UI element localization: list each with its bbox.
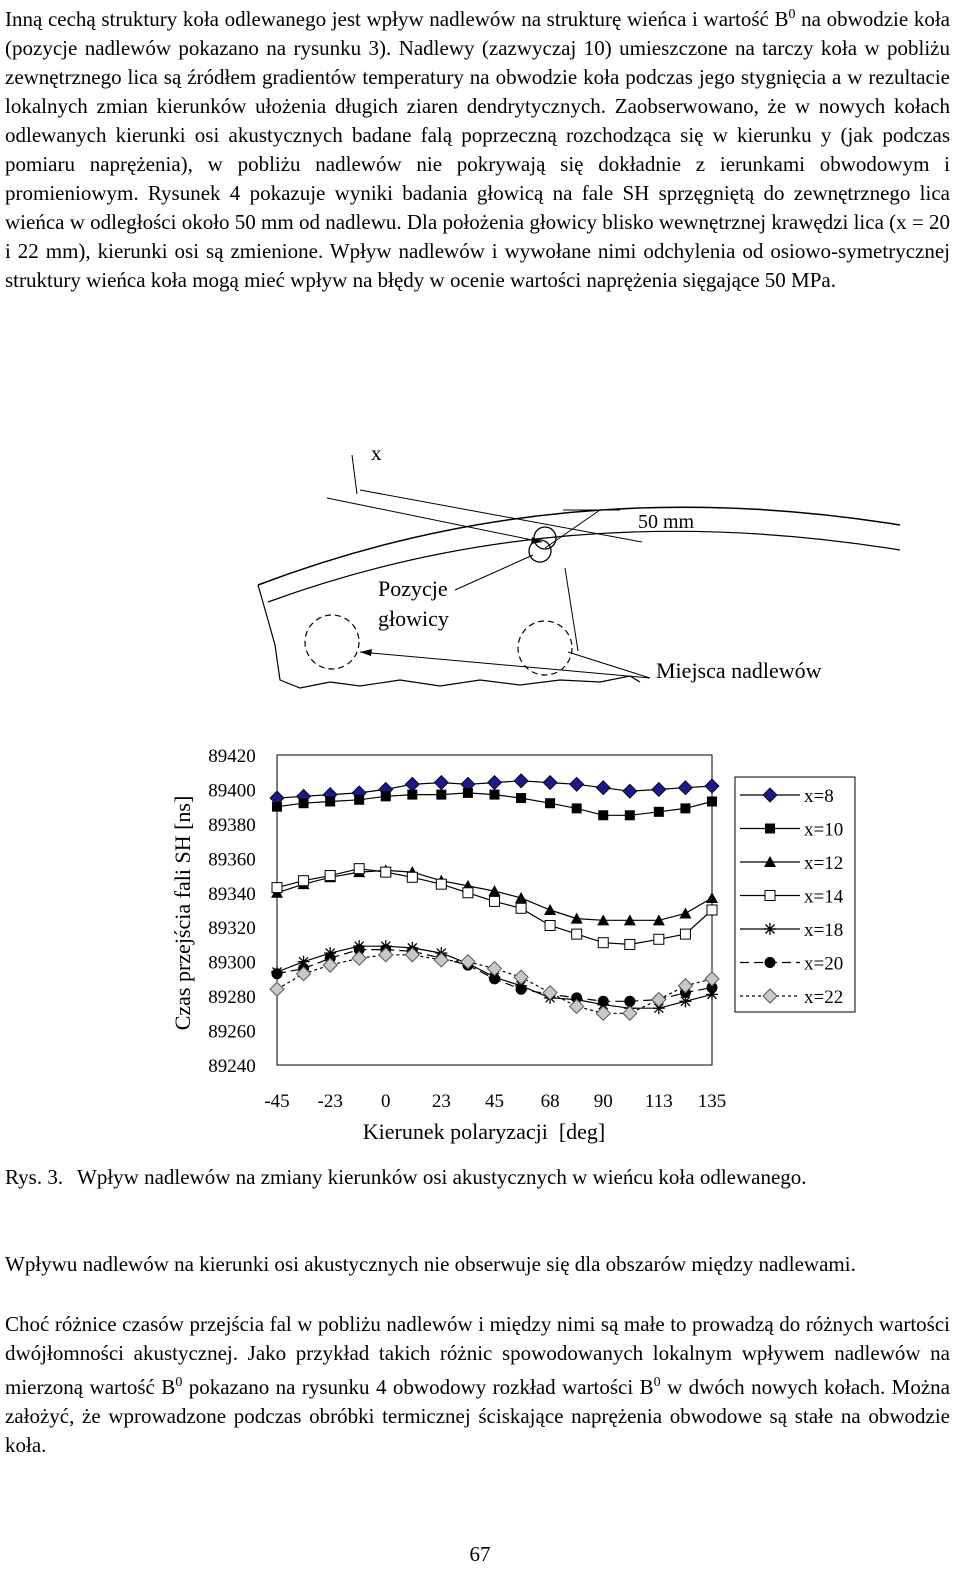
data-point (490, 790, 500, 800)
data-point (516, 793, 526, 803)
data-point (598, 938, 608, 948)
data-point (272, 968, 283, 979)
paragraph-1-text-a: Inną cechą struktury koła odlewanego jest wpływ nadlewów na strukturę wieńca i wartość B (5, 7, 789, 31)
data-point (625, 810, 635, 820)
dimension-line-50mm-2 (545, 510, 600, 548)
legend-marker (765, 891, 775, 901)
plot-area-frame (277, 755, 712, 1065)
data-point (436, 879, 446, 889)
legend-label: x=12 (804, 853, 844, 874)
data-point (654, 934, 664, 944)
data-point (299, 798, 309, 808)
page-number: 67 (469, 1542, 491, 1566)
y-tick-label: 89300 (208, 952, 256, 974)
data-point (705, 779, 719, 793)
label-50mm: 50 mm (638, 511, 695, 533)
data-point (514, 774, 528, 788)
data-point (488, 962, 502, 976)
x-tick-label: -23 (317, 1091, 343, 1112)
riser-circle-left (305, 615, 359, 669)
data-point (516, 903, 526, 913)
data-point (352, 951, 366, 965)
data-point (514, 970, 528, 984)
riser-leader-arrow (360, 649, 372, 656)
paragraph-3 (5, 1310, 950, 1460)
legend-label: x=14 (804, 886, 844, 908)
data-point (515, 892, 527, 903)
paragraph-2: Wpływu nadlewów na kierunki osi akustycznych nie obserwuje się dla obszarów między nadlewami. (5, 1252, 856, 1276)
figure-caption (5, 1163, 950, 1192)
series-x-14 (272, 864, 717, 950)
data-point (680, 929, 690, 939)
data-point (706, 892, 718, 903)
data-point (490, 896, 500, 906)
dimension-line-50mm-4 (565, 568, 578, 651)
wheel-break-line (258, 585, 640, 688)
data-point (407, 872, 417, 882)
data-point (407, 790, 417, 800)
dimension-line-x (352, 455, 357, 494)
data-point (707, 797, 717, 807)
y-tick-label: 89260 (208, 1021, 256, 1043)
data-point (572, 803, 582, 813)
paragraph-1-text-b: na obwodzie koła (pozycje nadlewów pokazano na rysunku 3). Nadlewy (zazwyczaj 10) umieszczone na tarczy koła w pobliżu zewnętrznego lica są źródłem gradientów temperatury na obwodzie koła podczas jego stygnięcia a w rezultacie lokalnych zmian kierunków ułożenia długich ziaren dendrytycznych. Zaobserwowano, że w nowych kołach odlewanych kierunki osi akustycznych badane falą poprzeczną rozchodząca się w kierunku y (jak podczas pomiaru naprężenia), w pobliżu nadlewów nie pokrywają się dokładnie z ierunkami obwodowym i promieniowym. Rysunek 4 pokazuje wyniki badania głowicą na fale SH sprzęgniętą do zewnętrznego lica wieńca w odległości około 50 mm od nadlewu. Dla położenia głowicy blisko wewnętrznej krawędzi lica (x = 20 i 22 mm), kierunki osi są zmienione. Wpływ nadlewów i wywołane nimi odchylenia od osiowo-symetrycznej struktury wieńca koła mogą mieć wpływ na błędy w ocenie wartości naprężenia sięgające 50 MPa. (5, 7, 950, 292)
data-point (705, 972, 719, 986)
data-point (623, 784, 637, 798)
wheel-rim-inner-edge (268, 531, 900, 602)
legend-marker (765, 957, 776, 968)
legend-label: x=20 (804, 953, 844, 975)
data-point (434, 776, 448, 790)
data-point (652, 993, 666, 1007)
data-point (299, 876, 309, 886)
data-point (354, 795, 364, 805)
data-point (381, 791, 391, 801)
data-point (325, 871, 335, 881)
data-point (624, 996, 635, 1007)
data-point (325, 797, 335, 807)
x-tick-label: -45 (264, 1091, 290, 1112)
series-x-10 (272, 788, 717, 820)
data-point (272, 883, 282, 893)
data-point (463, 788, 473, 798)
x-tick-label: 135 (697, 1091, 727, 1112)
line-chart (0, 735, 960, 1155)
y-tick-label: 89400 (208, 780, 256, 802)
data-point (596, 781, 610, 795)
y-tick-label: 89340 (208, 883, 256, 905)
data-point (572, 929, 582, 939)
y-tick-label: 89240 (208, 1056, 256, 1077)
data-point (545, 798, 555, 808)
y-axis-label: Czas przejścia fali SH [ns] (170, 795, 195, 1031)
paragraph-3-text-c: w dwóch nowych kołach. Można założyć, że wprowadzone podczas obróbki termicznej ściskające naprężenia obwodowe są stałe na obwodzie koła. (5, 1375, 950, 1457)
data-point (272, 802, 282, 812)
superscript-zero: 0 (788, 7, 796, 22)
legend-label: x=18 (804, 920, 844, 941)
caption-text: Wpływ nadlewów na zmiany kierunków osi akustycznych w wieńcu koła odlewanego. (77, 1165, 807, 1189)
x-tick-label: 68 (540, 1091, 560, 1112)
data-point (707, 905, 717, 915)
data-point (570, 999, 584, 1013)
data-point (543, 776, 557, 790)
paragraph-3-text-b: pokazano na rysunku 4 obwodowy rozkład wartości B (182, 1375, 654, 1399)
paragraph-1 (5, 0, 950, 295)
y-tick-label: 89420 (208, 746, 256, 767)
data-point (652, 782, 666, 796)
probe-leader-line (455, 555, 533, 590)
data-point (654, 807, 664, 817)
paragraph-3-text-a: Choć różnice czasów przejścia fal w pobliżu nadlewów i między nimi są małe to prowadzą do różnych wartości dwójłomności akustycznej. Jako przykład takich różnic spowodowanych lokalnym wpływem nadlewów na mierzoną wartość B (5, 1312, 950, 1399)
x-tick-label: 23 (431, 1091, 451, 1112)
data-point (354, 864, 364, 874)
legend-label: x=8 (804, 786, 834, 807)
data-point (516, 984, 527, 995)
superscript-zero-3: 0 (653, 1375, 661, 1390)
x-tick-label: 45 (485, 1091, 504, 1112)
legend-marker (764, 923, 776, 935)
data-point (625, 939, 635, 949)
legend-marker (765, 824, 775, 834)
y-tick-label: 89280 (208, 987, 256, 1009)
x-tick-label: 113 (644, 1091, 673, 1112)
y-tick-label: 89320 (208, 918, 256, 940)
data-point (270, 982, 284, 996)
series-x-8 (270, 774, 719, 805)
data-point (596, 1006, 610, 1020)
data-point (381, 867, 391, 877)
y-tick-label: 89380 (208, 814, 256, 836)
legend-label: x=10 (804, 819, 844, 841)
data-point (545, 921, 555, 931)
data-point (598, 810, 608, 820)
riser-leader-line-left (360, 652, 650, 678)
data-point (436, 790, 446, 800)
label-probe-positions-line2: głowicy (378, 606, 449, 631)
wheel-rim-outer-edge (258, 507, 900, 585)
data-point (544, 904, 556, 915)
data-point (571, 913, 583, 924)
superscript-zero-2: 0 (175, 1375, 183, 1390)
dimension-line-50mm-1 (360, 490, 642, 542)
riser-position-diagram (0, 420, 960, 720)
data-point (678, 781, 692, 795)
data-point (679, 907, 691, 918)
x-tick-label: 0 (381, 1091, 391, 1112)
data-point (405, 777, 419, 791)
data-point (463, 888, 473, 898)
legend-label: x=22 (804, 987, 844, 1008)
x-tick-label: 90 (593, 1091, 613, 1112)
caption-label: Rys. 3. (5, 1165, 64, 1189)
data-point (598, 996, 609, 1007)
x-axis-label: Kierunek polaryzacji [deg] (362, 1119, 606, 1144)
data-point (680, 803, 690, 813)
y-tick-label: 89360 (208, 849, 256, 871)
data-point (488, 776, 502, 790)
label-x: x (371, 441, 382, 465)
label-probe-positions-line1: Pozycje (378, 576, 448, 601)
label-riser-places: Miejsca nadlewów (656, 658, 822, 683)
data-point (570, 777, 584, 791)
